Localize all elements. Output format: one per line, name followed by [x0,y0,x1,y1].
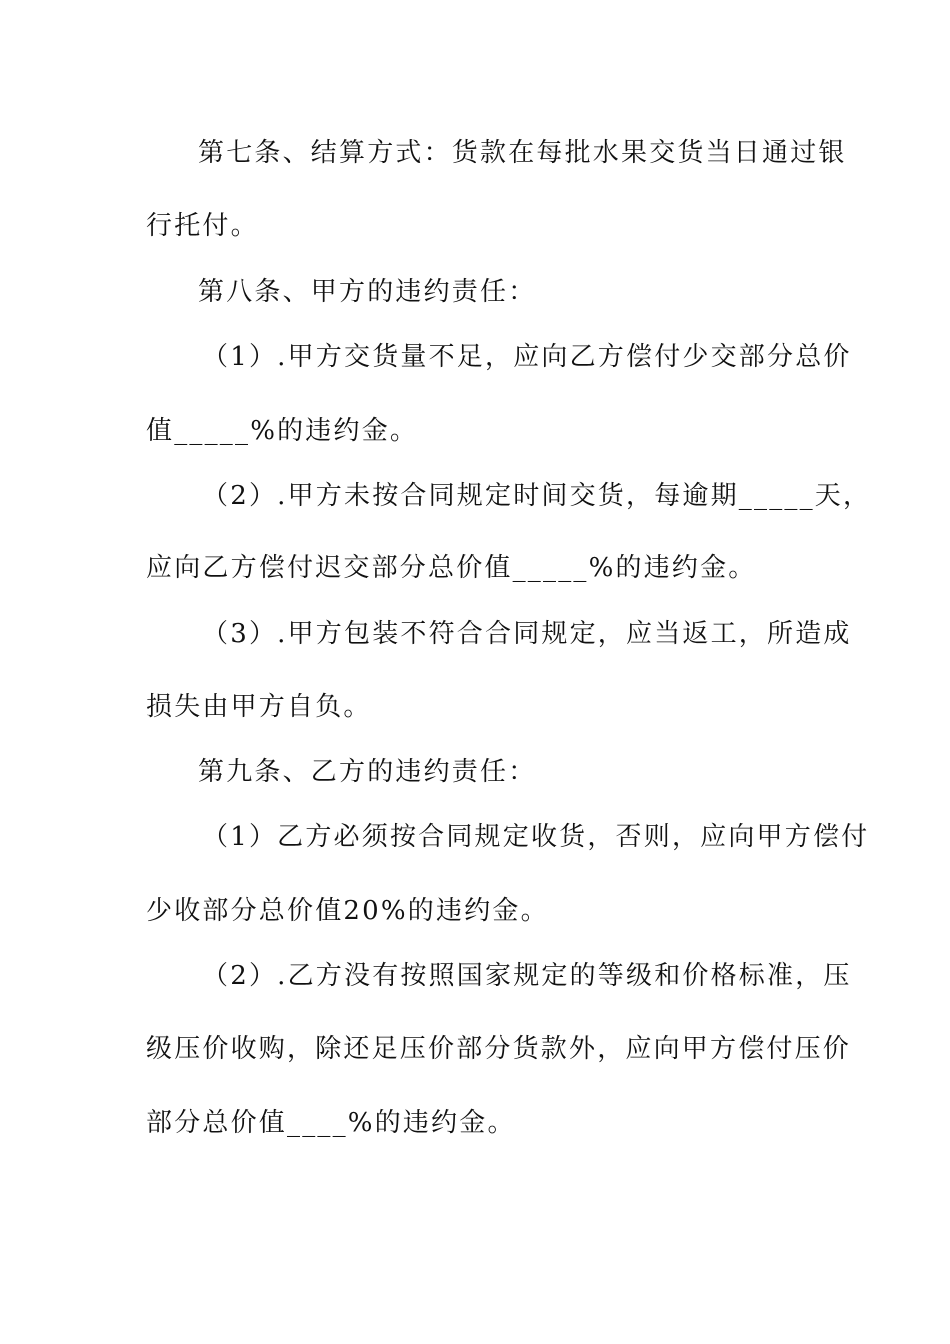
article-8-item-3-line-1: （3）.甲方包装不符合合同规定，应当返工，所造成 [202,619,852,649]
article-8-item-2-line-2: 应向乙方偿付迟交部分总价值_____%的违约金。 [146,553,757,583]
article-7-line-2: 行托付。 [146,211,259,241]
article-9-heading: 第九条、乙方的违约责任： [198,757,537,787]
article-7-line-1: 第七条、结算方式：货款在每批水果交货当日通过银 [198,138,847,168]
article-9-item-2-line-3: 部分总价值____%的违约金。 [146,1108,516,1138]
article-9-item-1-line-2: 少收部分总价值20%的违约金。 [146,896,549,926]
article-8-item-1-line-1: （1）.甲方交货量不足，应向乙方偿付少交部分总价 [202,342,852,372]
article-9-item-2-line-2: 级压价收购，除还足压价部分货款外，应向甲方偿付压价 [146,1034,852,1064]
article-8-item-2-line-1: （2）.甲方未按合同规定时间交货，每逾期_____天， [202,481,872,511]
article-9-item-1-line-1: （1）乙方必须按合同规定收货，否则，应向甲方偿付 [202,822,870,852]
article-9-item-2-line-1: （2）.乙方没有按照国家规定的等级和价格标准，压 [202,961,852,991]
article-8-item-1-line-2: 值_____%的违约金。 [146,416,419,446]
article-8-heading: 第八条、甲方的违约责任： [198,277,537,307]
article-8-item-3-line-2: 损失由甲方自负。 [146,692,372,722]
